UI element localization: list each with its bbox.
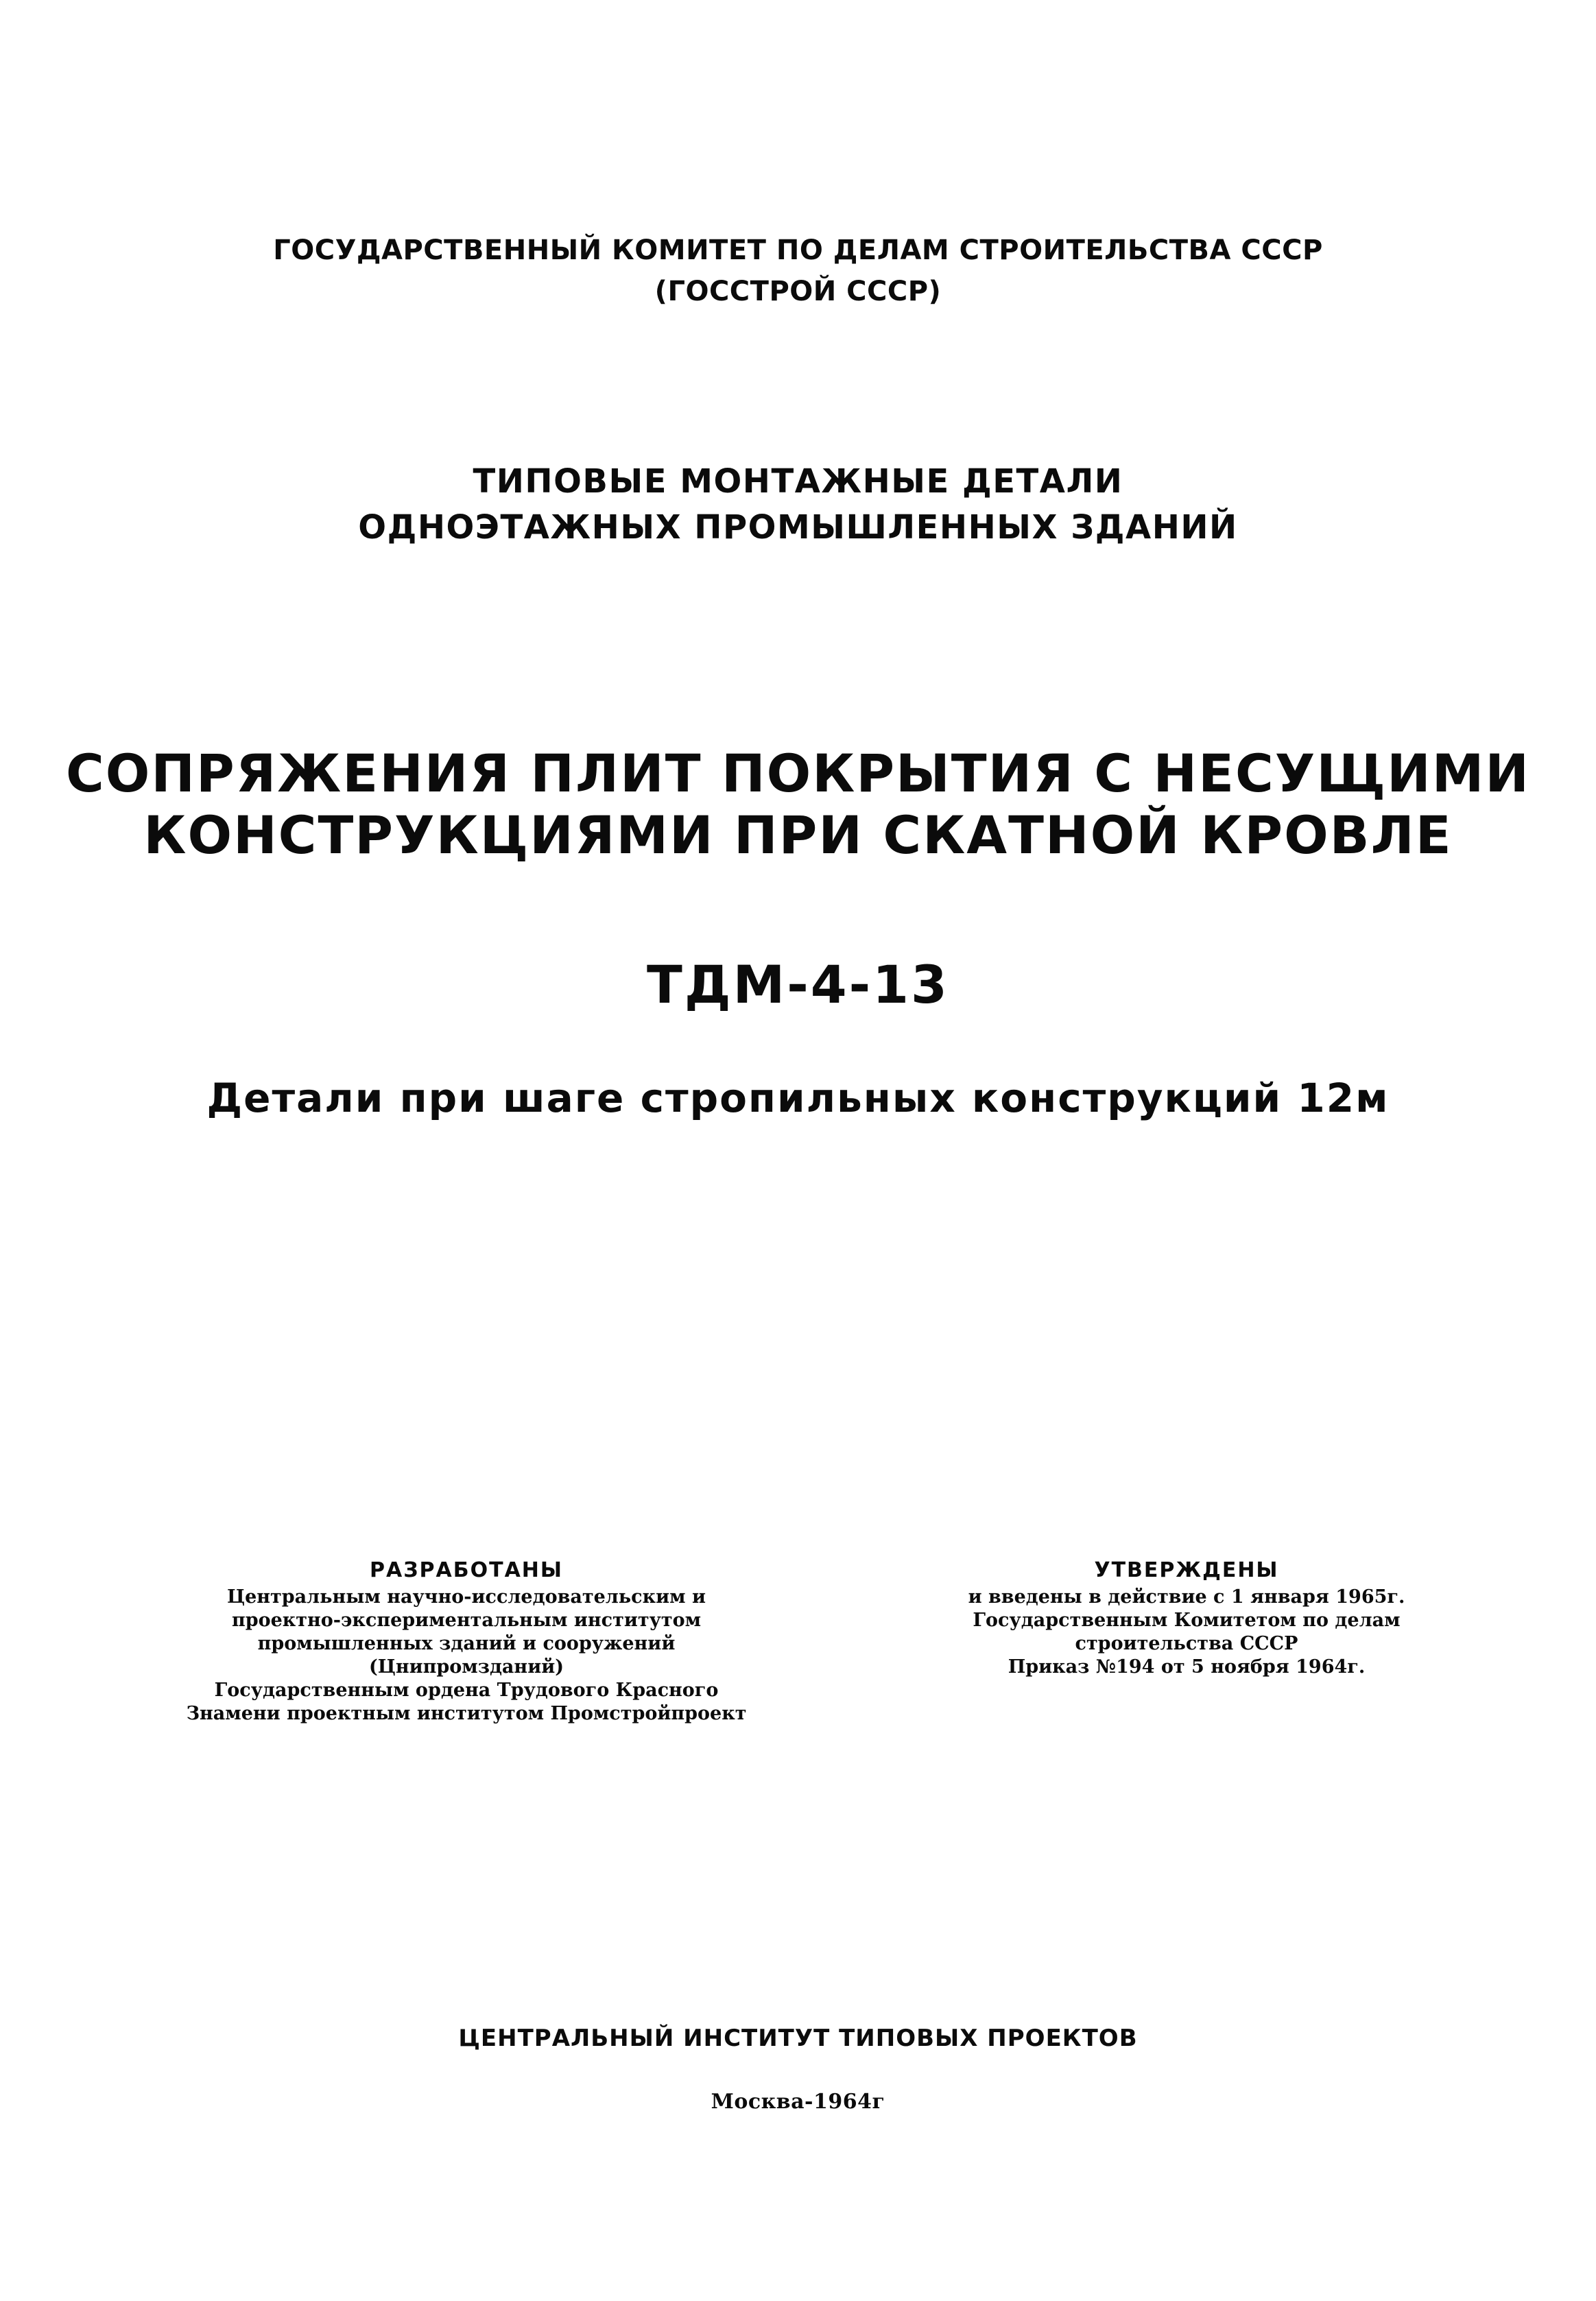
developed-line: (Цнипромзданий): [368, 1656, 564, 1678]
developed-heading: РАЗРАБОТАНЫ: [370, 1558, 563, 1582]
developed-line: Центральным научно-исследовательским и: [227, 1586, 706, 1608]
series-title-line2: ОДНОЭТАЖНЫХ ПРОМЫШЛЕННЫХ ЗДАНИЙ: [358, 508, 1238, 547]
developed-line: Знамени проектным институтом Промстройпроект: [186, 1703, 747, 1724]
approved-heading: УТВЕРЖДЕНЫ: [1094, 1558, 1279, 1582]
approved-line: Государственным Комитетом по делам: [973, 1610, 1401, 1631]
approved-line: Приказ №194 от 5 ноября 1964г.: [1008, 1656, 1366, 1678]
document-subtitle: Детали при шаге стропильных конструкций 12м: [206, 1075, 1390, 1121]
approved-line: и введены в действие с 1 января 1965г.: [968, 1586, 1405, 1608]
approved-line: строительства СССР: [1075, 1633, 1298, 1654]
developed-block: [123, 1555, 809, 1726]
series-title-line1: ТИПОВЫЕ МОНТАЖНЫЕ ДЕТАЛИ: [473, 462, 1123, 501]
committee-name: ГОСУДАРСТВЕННЫЙ КОМИТЕТ ПО ДЕЛАМ СТРОИТЕЛЬСТВА СССР: [273, 235, 1323, 266]
developed-line: проектно-экспериментальным институтом: [231, 1610, 702, 1631]
document-code: ТДМ-4-13: [647, 954, 949, 1015]
approved-block: [844, 1555, 1529, 1679]
developed-line: промышленных зданий и сооружений: [257, 1633, 676, 1654]
publisher-name: ЦЕНТРАЛЬНЫЙ ИНСТИТУТ ТИПОВЫХ ПРОЕКТОВ: [458, 2025, 1138, 2052]
developed-line: Государственным ордена Трудового Красного: [214, 1680, 719, 1701]
committee-abbreviation: (ГОССТРОЙ СССР): [654, 276, 942, 307]
document-title-line2: КОНСТРУКЦИЯМИ ПРИ СКАТНОЙ КРОВЛЕ: [143, 804, 1453, 866]
publication-city-year: Москва-1964г: [711, 2090, 885, 2114]
document-title-line1: СОПРЯЖЕНИЯ ПЛИТ ПОКРЫТИЯ С НЕСУЩИМИ: [66, 743, 1530, 804]
